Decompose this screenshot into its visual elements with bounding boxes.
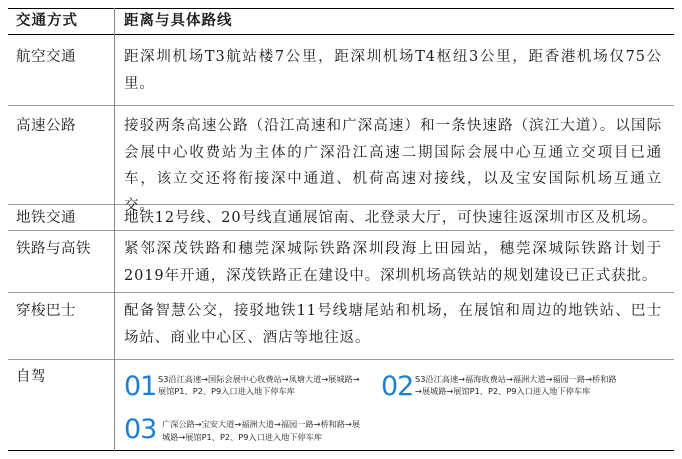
row-divider xyxy=(8,359,674,360)
route-number: 02 xyxy=(381,371,414,402)
table-bottom-rule xyxy=(8,450,674,451)
row-detail-rail: 紧邻深茂铁路和穗莞深城际铁路深圳段海上田园站，穗莞深城际铁路计划于2019年开通，深茂铁路正在建设中。深圳机场高铁站的规划建设已正式获批。 xyxy=(124,241,662,284)
row-mode-metro: 地铁交通 xyxy=(16,210,76,226)
route-line-1: 广深公路→宝安大道→福洲大道→福园一路→桥和路→展 xyxy=(162,419,361,429)
row-detail-metro: 地铁12号线、20号线直通展馆南、北登录大厅，可快速往返深圳市区及机场。 xyxy=(124,210,658,226)
row-divider xyxy=(8,292,674,293)
route-line-1: S3沿江高速→国际会展中心收费站→凤塘大道→展城路→ xyxy=(158,374,360,384)
row-detail-highway: 接驳两条高速公路（沿江高速和广深高速）和一条快速路（滨江大道）。以国际会展中心收费站为主体的广深沿江高速二期国际会展中心互通立交项目已通车，该立交还将衔接深中通道、机荷高速对接线，以及宝安国际机场互通立交。 xyxy=(124,118,662,214)
column-divider xyxy=(114,8,115,451)
route-line-2: →展城路→展馆P1、P2、P9入口进入地下停车库 xyxy=(415,386,591,396)
row-mode-shuttle: 穿梭巴士 xyxy=(16,303,76,319)
route-number: 01 xyxy=(124,371,157,402)
route-line-2: 展馆P1、P2、P9入口进入地下停车库 xyxy=(158,386,295,396)
row-detail-air: 距深圳机场T3航站楼7公里，距深圳机场T4枢纽3公里，距香港机场仅75公里。 xyxy=(124,49,662,92)
row-mode-air: 航空交通 xyxy=(16,49,76,65)
row-mode-rail: 铁路与高铁 xyxy=(16,241,91,257)
row-mode-self-drive: 自驾 xyxy=(16,369,46,385)
header-col-mode: 交通方式 xyxy=(16,13,78,29)
row-mode-highway: 高速公路 xyxy=(16,118,76,134)
row-detail-shuttle: 配备智慧公交，接驳地铁11号线塘尾站和机场，在展馆和周边的地铁站、巴士场站、商业中心区、酒店等地往返。 xyxy=(124,303,662,346)
route-line-2: 城路→展馆P1、P2、P9入口进入地下停车库 xyxy=(162,432,323,442)
route-number: 03 xyxy=(124,414,157,445)
header-col-detail: 距离与具体路线 xyxy=(124,13,233,29)
row-divider xyxy=(8,105,674,106)
route-line-1: S3沿江高速→福海收费站→福洲大道→福园一路→桥和路 xyxy=(415,374,617,384)
